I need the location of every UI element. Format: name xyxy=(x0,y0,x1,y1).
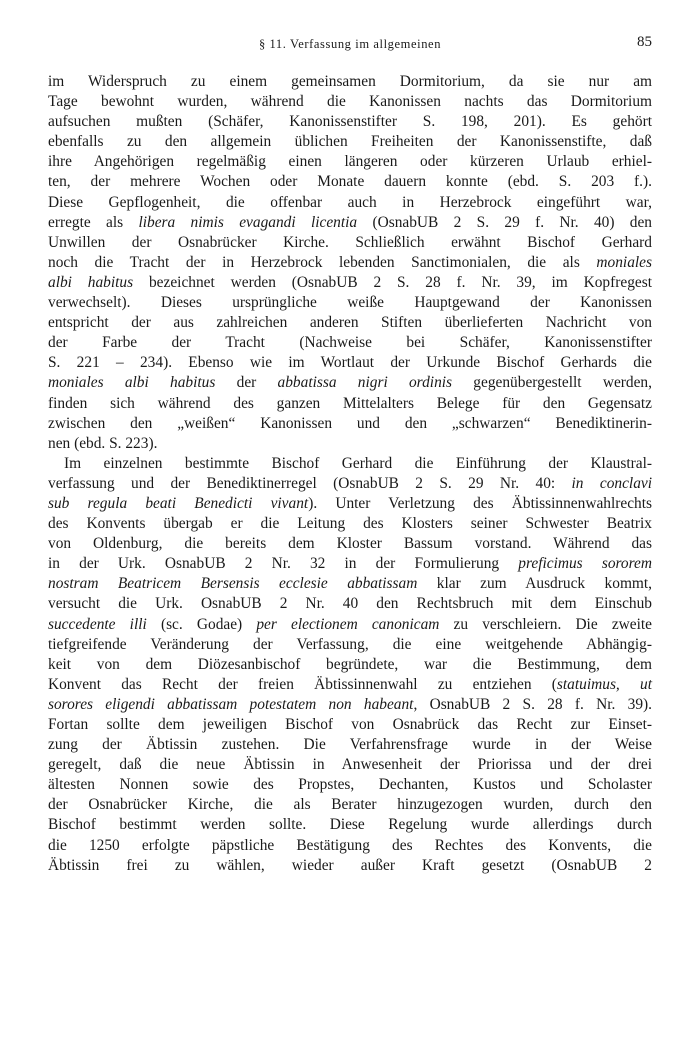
text-run: ten, der mehrere Wochen oder Monate dauern konnte (ebd. S. 203 f.). xyxy=(48,173,652,191)
text-run: bezeichnet werden (OsnabUB 2 S. 28 f. Nr. 39, im Kopfregest xyxy=(133,273,652,291)
italic-phrase: moniales xyxy=(596,253,652,271)
italic-phrase: libera nimis evagandi licentia xyxy=(138,213,358,231)
text-line xyxy=(48,534,652,554)
text-run: Diese Gepflogenheit, die offenbar auch in Herzebrock eingeführt war, xyxy=(48,193,652,211)
text-line xyxy=(48,514,652,534)
text-run: der xyxy=(215,374,278,392)
running-head: § 11. Verfassung im allgemeinen xyxy=(258,37,442,51)
text-run: (OsnabUB 2 S. 29 f. Nr. 40) den xyxy=(357,213,653,231)
italic-phrase: in conclavi xyxy=(571,474,652,492)
text-line xyxy=(48,856,652,876)
text-run: (sc. Godae) xyxy=(146,615,257,633)
text-run: gegenübergestellt werden, xyxy=(452,374,652,392)
italic-phrase: succedente illi xyxy=(48,615,147,633)
text-run: zu verschleiern. Die zweite xyxy=(439,615,652,633)
paragraph xyxy=(48,454,652,876)
text-line xyxy=(48,635,652,655)
text-line xyxy=(48,373,652,393)
italic-phrase: albi habitus xyxy=(48,273,134,291)
text-run: ihre Angehörigen regelmäßig einen längeren oder kürzeren Urlaub erhiel- xyxy=(48,153,652,171)
text-line xyxy=(48,132,652,152)
text-line xyxy=(48,193,652,213)
text-run: Äbtissin frei zu wählen, wieder außer Kraft gesetzt (OsnabUB 2 xyxy=(48,856,652,874)
italic-phrase: statuimus, ut xyxy=(556,675,652,693)
text-line xyxy=(48,353,652,373)
page-header xyxy=(48,33,652,59)
text-run: entspricht der aus zahlreichen anderen Stiften überlieferten Nachricht von xyxy=(48,314,652,332)
italic-phrase: per electionem canonicam xyxy=(256,615,440,633)
text-run: aufsuchen mußten (Schäfer, Kanonissenstifter S. 198, 201). Es gehört xyxy=(48,113,652,131)
text-run: in der Urk. OsnabUB 2 Nr. 32 in der Formulierung xyxy=(48,555,519,573)
text-run: Fortan sollte dem jeweiligen Bischof von Osnabrück das Recht zur Einset- xyxy=(48,716,652,733)
text-line xyxy=(48,554,652,574)
text-line xyxy=(48,594,652,614)
text-line xyxy=(48,836,652,856)
text-line xyxy=(48,775,652,795)
text-run: versucht die Urk. OsnabUB 2 Nr. 40 den Rechtsbruch mit dem Einschub xyxy=(48,595,652,613)
text-line xyxy=(48,253,652,273)
text-run: verwechselt). Dieses ursprüngliche weiße Hauptgewand der Kanonissen xyxy=(48,294,652,312)
text-run: Unwillen der Osnabrücker Kirche. Schließlich erwähnt Bischof Gerhard xyxy=(48,233,652,251)
text-run: Im einzelnen bestimmte Bischof Gerhard die Einführung der Klaustral- xyxy=(64,454,652,472)
text-run: der Osnabrücker Kirche, die als Berater hinzugezogen wurden, durch den xyxy=(48,796,652,814)
text-line xyxy=(48,454,652,474)
text-run: Konvent das Recht der freien Äbtissinnenwahl zu entziehen ( xyxy=(48,675,557,693)
text-run: zung der Äbtissin zustehen. Die Verfahrensfrage wurde in der Weise xyxy=(48,736,652,754)
text-run: ebenfalls zu den allgemein üblichen Freiheiten der Kanonissenstifte, daß xyxy=(48,133,652,151)
text-line xyxy=(48,233,652,253)
italic-phrase: sub regula beati Benedicti vivant xyxy=(48,494,309,512)
text-run: im Widerspruch zu einem gemeinsamen Dormitorium, da sie nur am xyxy=(48,73,652,90)
text-run: die 1250 erfolgte päpstliche Bestätigung des Rechtes des Konvents, die xyxy=(48,836,652,854)
text-run: des Konvents übergab er die Leitung des Klosters seiner Schwester Beatrix xyxy=(48,515,652,533)
text-run: , OsnabUB 2 S. 28 f. Nr. 39). xyxy=(413,695,652,713)
text-line xyxy=(48,494,652,514)
text-line xyxy=(48,715,652,735)
text-run: von Oldenburg, die bereits dem Kloster Bassum vorstand. Während das xyxy=(48,535,652,553)
italic-phrase: sorores eligendi abbatissam potestatem non habeant xyxy=(48,695,414,713)
text-line xyxy=(48,574,652,594)
text-line xyxy=(48,755,652,775)
text-run: keit von dem Diözesanbischof begründete, war die Bestimmung, dem xyxy=(48,655,652,673)
page-number: 85 xyxy=(637,34,652,50)
text-run: geregelt, daß die neue Äbtissin in Anwesenheit der Priorissa und der drei xyxy=(48,756,652,774)
text-run: tiefgreifende Veränderung der Verfassung, die eine weitgehende Abhängig- xyxy=(48,635,652,653)
text-run: nen (ebd. S. 223). xyxy=(48,434,158,452)
text-run: S. 221 – 234). Ebenso wie im Wortlaut der Urkunde Bischof Gerhards die xyxy=(48,354,652,372)
text-line xyxy=(48,172,652,192)
text-line xyxy=(48,112,652,132)
text-line xyxy=(48,695,652,715)
text-line xyxy=(48,92,652,112)
text-run: zwischen den „weißen“ Kanonissen und den „schwarzen“ Benediktinerin- xyxy=(48,414,652,432)
text-run: Tage bewohnt wurden, während die Kanonissen nachts das Dormitorium xyxy=(48,93,652,111)
text-line xyxy=(48,474,652,494)
italic-phrase: moniales albi habitus xyxy=(48,374,216,392)
text-line xyxy=(48,313,652,333)
italic-phrase: abbatissa nigri ordinis xyxy=(277,374,453,392)
text-line xyxy=(48,434,652,454)
text-run: verfassung und der Benediktinerregel (OsnabUB 2 S. 29 Nr. 40: xyxy=(48,474,572,492)
text-run: Bischof bestimmt werden sollte. Diese Regelung wurde allerdings durch xyxy=(48,816,652,834)
text-line xyxy=(48,72,652,92)
text-run: noch die Tracht der in Herzebrock lebenden Sanctimonialen, die als xyxy=(48,253,597,271)
text-line xyxy=(48,394,652,414)
text-line xyxy=(48,213,652,233)
body-text xyxy=(48,72,652,876)
text-line xyxy=(48,815,652,835)
text-run: erregte als xyxy=(48,213,139,231)
paragraph xyxy=(48,72,652,454)
text-run: ). Unter Verletzung des Äbtissinnenwahlrechts xyxy=(308,494,652,512)
italic-phrase: nostram Beatricem Bersensis ecclesie abbatissam xyxy=(48,575,418,593)
text-line xyxy=(48,795,652,815)
text-line xyxy=(48,735,652,755)
text-line xyxy=(48,675,652,695)
text-run: ältesten Nonnen sowie des Propstes, Dechanten, Kustos und Scholaster xyxy=(48,776,652,794)
text-line xyxy=(48,615,652,635)
text-line xyxy=(48,152,652,172)
text-line xyxy=(48,414,652,434)
text-line xyxy=(48,273,652,293)
text-run: der Farbe der Tracht (Nachweise bei Schäfer, Kanonissenstifter xyxy=(48,334,652,352)
text-line xyxy=(48,333,652,353)
italic-phrase: preficimus sororem xyxy=(518,555,652,573)
text-line xyxy=(48,293,652,313)
text-run: finden sich während des ganzen Mittelalters Belege für den Gegensatz xyxy=(48,394,652,412)
text-run: klar zum Ausdruck kommt, xyxy=(417,575,653,593)
text-line xyxy=(48,655,652,675)
